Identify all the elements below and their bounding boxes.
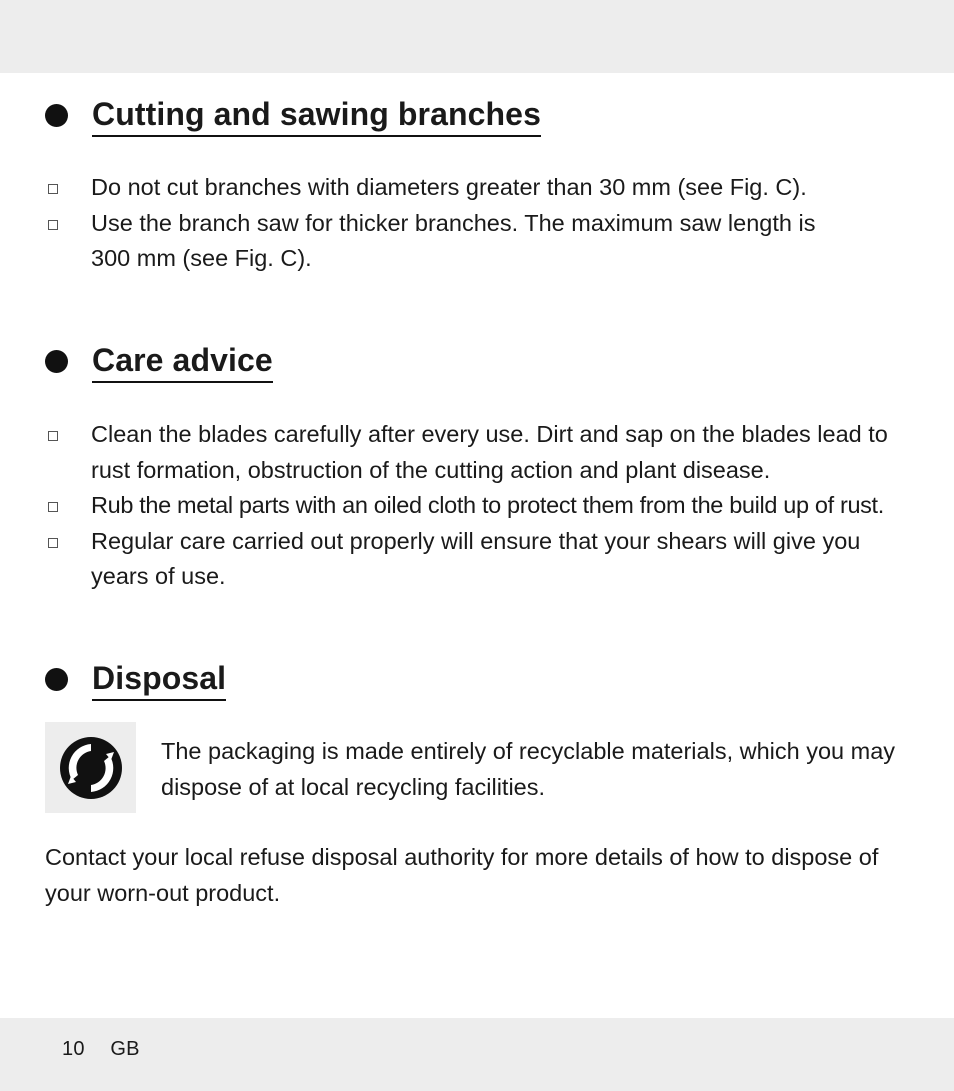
list-item-text: Clean the blades carefully after every use. Dirt and sap on the blades lead to rust formation, obstruction of the cutting action and plant disease.: [91, 421, 888, 483]
list-item: [45, 488, 915, 524]
list-item: [45, 524, 915, 595]
list-item-text: Do not cut branches with diameters greater than 30 mm (see Fig. C).: [91, 174, 807, 200]
section-heading-disposal: [45, 659, 226, 697]
checkbox-bullet-icon: [48, 502, 58, 512]
list-item-text: Use the branch saw for thicker branches. The maximum saw length is 300 mm (see Fig. C).: [91, 209, 816, 271]
list-item: [45, 417, 915, 488]
bullet-dot-icon: [45, 350, 68, 373]
heading-underline: [92, 135, 541, 137]
bullet-dot-icon: [45, 668, 68, 691]
care-list: [45, 417, 915, 595]
cutting-list: [45, 170, 915, 277]
heading-underline: [92, 699, 226, 701]
heading-text: Disposal: [92, 660, 227, 696]
contact-text: Contact your local refuse disposal authority for more details of how to dispose of your worn-out product.: [45, 844, 879, 906]
section-heading-cutting: [45, 95, 541, 133]
top-margin-band: [0, 0, 954, 73]
heading-text: Care advice: [92, 342, 273, 378]
list-item: [45, 206, 915, 277]
heading-underline: [92, 381, 273, 383]
checkbox-bullet-icon: [48, 538, 58, 548]
checkbox-bullet-icon: [48, 220, 58, 230]
page-footer: [62, 1038, 160, 1061]
heading-text: Cutting and sawing branches: [92, 96, 541, 132]
bullet-dot-icon: [45, 104, 68, 127]
language-code: GB: [110, 1038, 140, 1060]
list-item-text: Regular care carried out properly will ensure that your shears will give you years of use.: [91, 527, 861, 589]
green-dot-recycling-icon: [58, 735, 124, 801]
section-heading-care: [45, 341, 273, 379]
recycle-symbol-box: [45, 722, 136, 813]
recycle-text: The packaging is made entirely of recyclable materials, which you may dispose of at local recycling facilities.: [161, 738, 896, 800]
checkbox-bullet-icon: [48, 184, 58, 194]
checkbox-bullet-icon: [48, 431, 58, 441]
list-item: [45, 170, 915, 206]
list-item-text: Rub the metal parts with an oiled cloth to protect them from the build up of rust.: [91, 492, 884, 518]
page-number: 10: [62, 1038, 85, 1060]
